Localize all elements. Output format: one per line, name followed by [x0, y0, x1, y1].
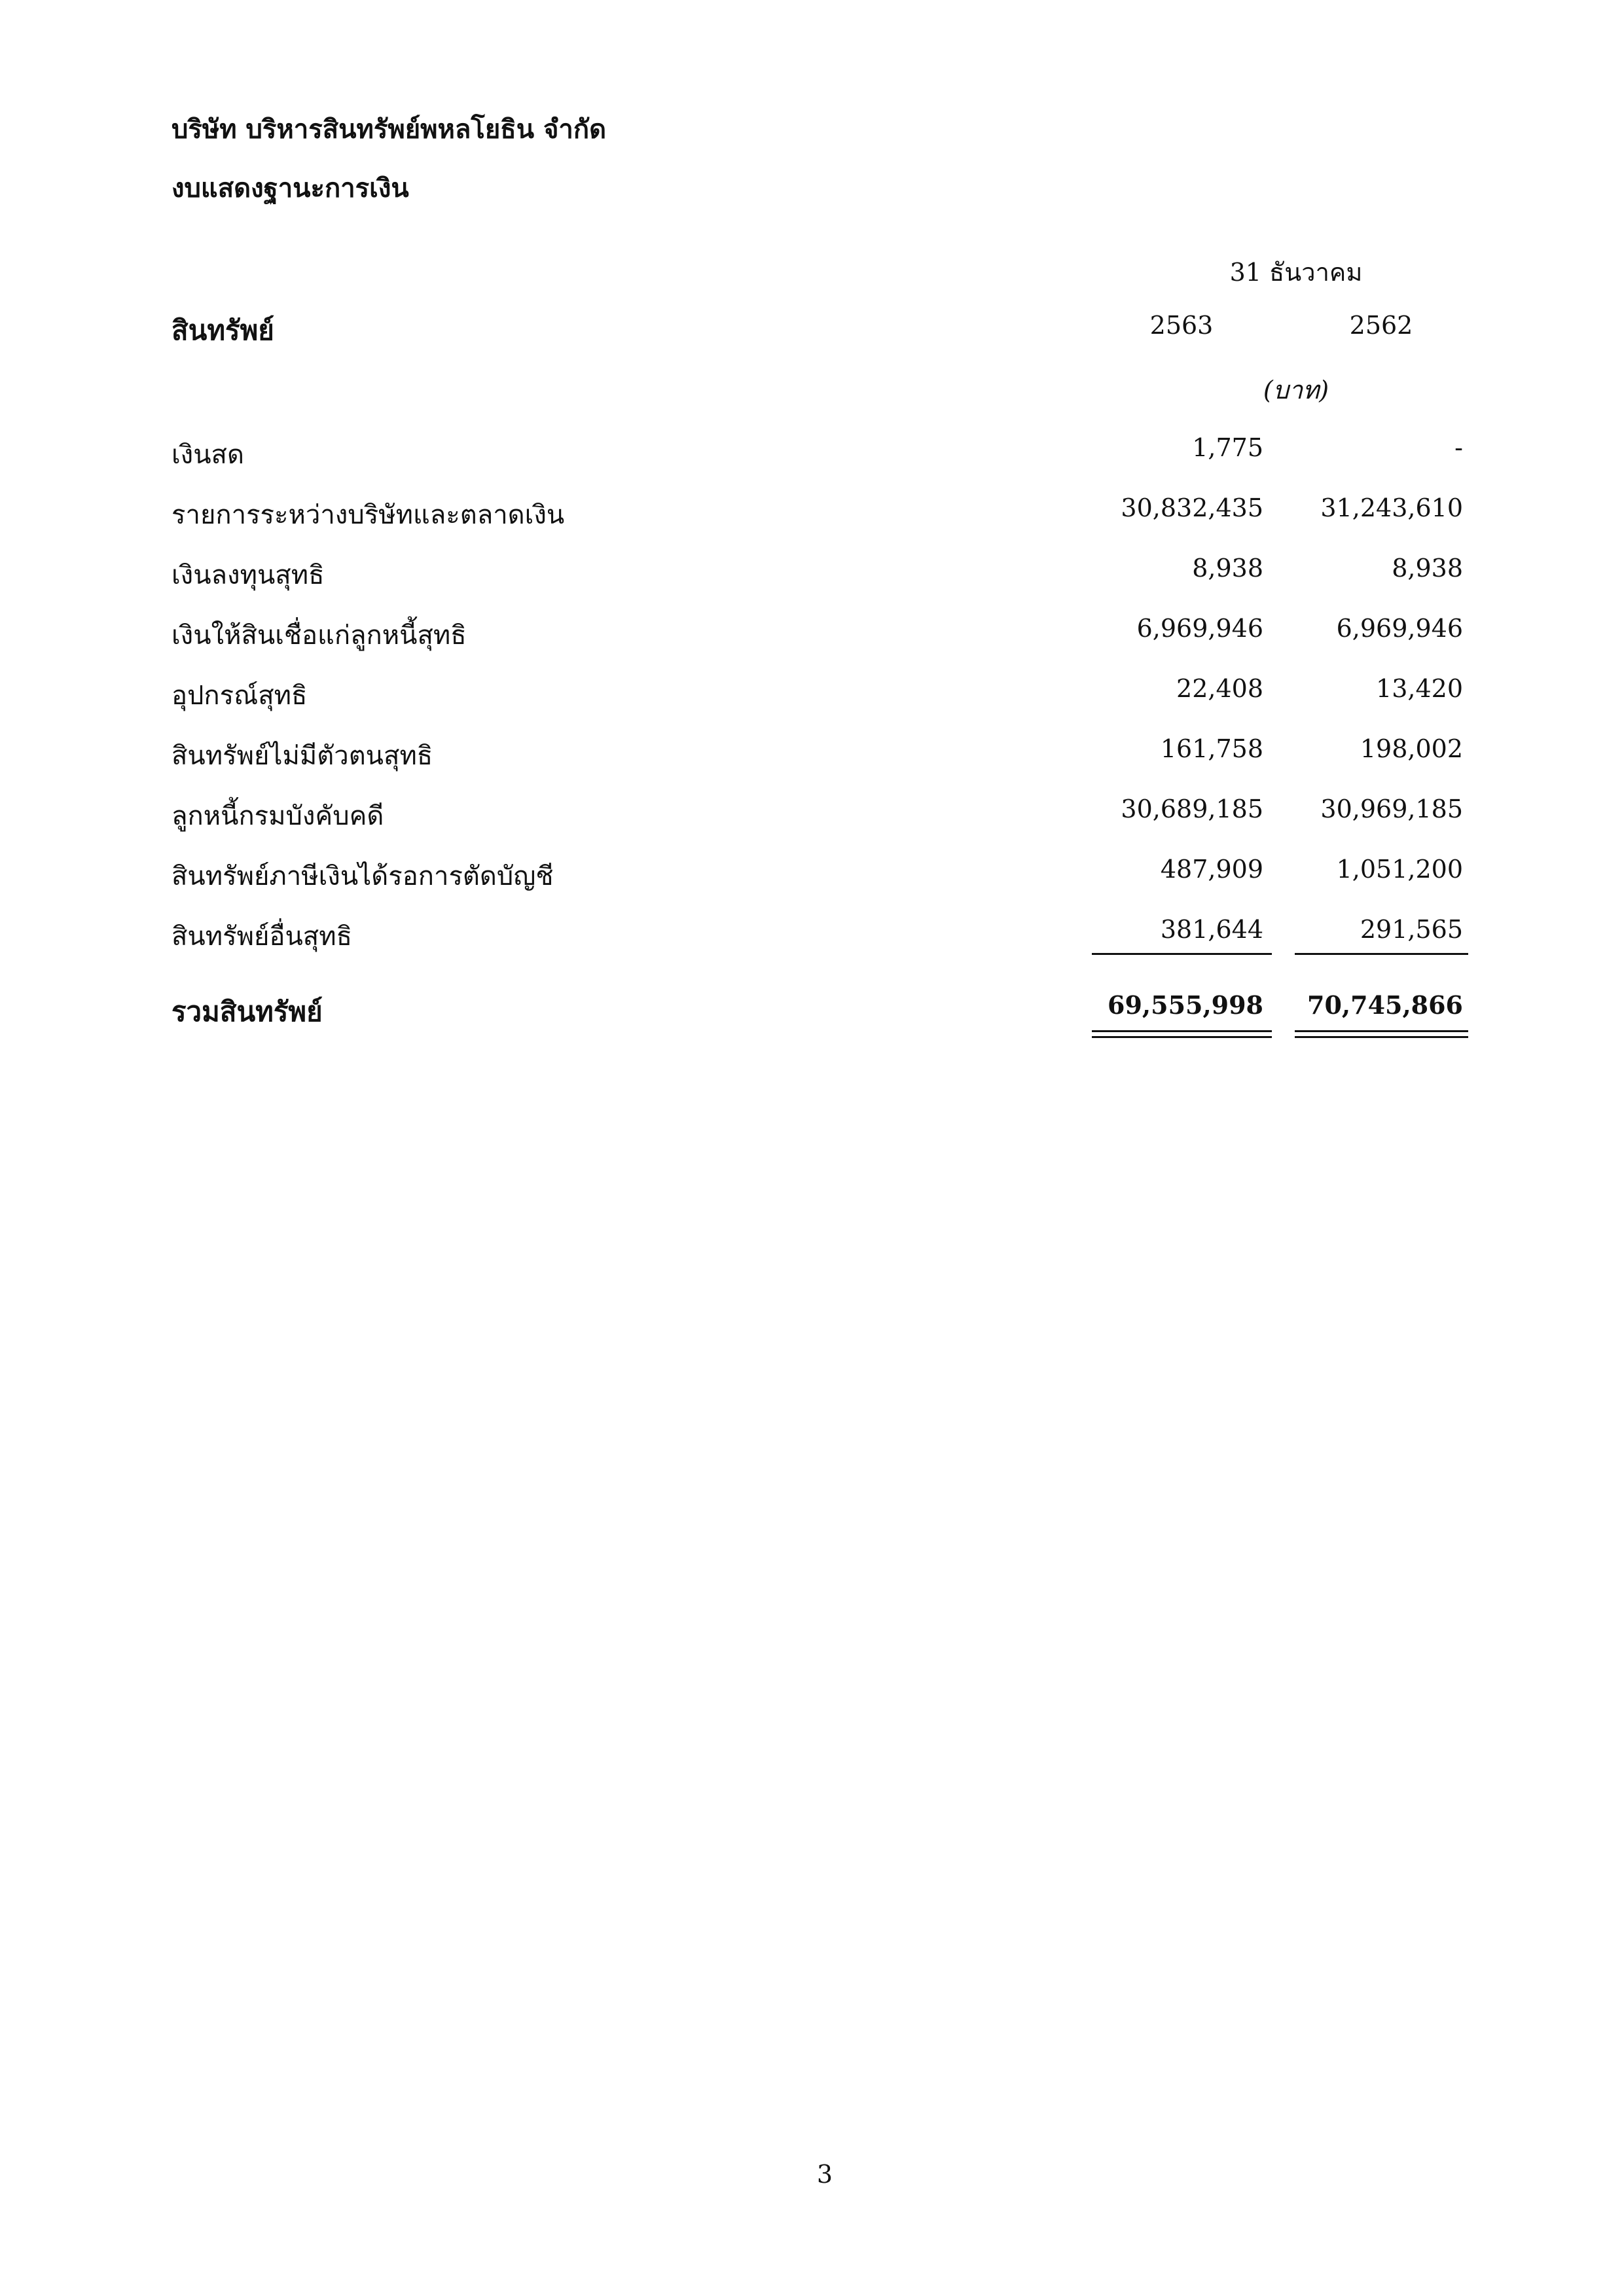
- row-value-current: 381,644: [1160, 915, 1263, 944]
- row-value-prior: 1,051,200: [1336, 855, 1463, 884]
- row-label: สินทรัพย์ไม่มีตัวตนสุทธิ: [171, 741, 433, 771]
- row-label: เงินให้สินเชื่อแก่ลูกหนี้สุทธิ: [171, 620, 467, 651]
- row-value-current: 30,832,435: [1121, 493, 1263, 522]
- row-value-current: 487,909: [1160, 855, 1263, 884]
- subtotal-rule-prior: [1295, 953, 1468, 955]
- row-value-current: 8,938: [1192, 554, 1263, 583]
- section-title: สินทรัพย์: [171, 314, 274, 346]
- total-value-current: 69,555,998: [1108, 990, 1263, 1020]
- total-value-prior: 70,745,866: [1307, 990, 1463, 1020]
- row-value-prior: 8,938: [1392, 554, 1463, 583]
- column-unit: (บาท): [1263, 376, 1329, 404]
- page-number: 3: [816, 2160, 833, 2189]
- row-value-current: 22,408: [1176, 674, 1263, 703]
- row-value-prior: 198,002: [1360, 734, 1463, 763]
- row-value-current: 1,775: [1192, 433, 1263, 462]
- total-double-rule-prior: [1295, 1030, 1468, 1038]
- row-value-prior: 6,969,946: [1336, 614, 1463, 643]
- total-double-rule-current: [1092, 1030, 1272, 1038]
- row-label: อุปกรณ์สุทธิ: [171, 681, 308, 711]
- row-value-prior: 291,565: [1360, 915, 1463, 944]
- total-label: รวมสินทรัพย์: [171, 996, 323, 1028]
- row-value-prior: -: [1454, 433, 1463, 462]
- row-label: ลูกหนี้กรมบังคับคดี: [171, 801, 384, 831]
- company-name: บริษัท บริหารสินทรัพย์พหลโยธิน จำกัด: [171, 114, 607, 145]
- row-value-current: 30,689,185: [1121, 795, 1263, 823]
- row-label: รายการระหว่างบริษัทและตลาดเงิน: [171, 500, 565, 530]
- statement-title: งบแสดงฐานะการเงิน: [171, 173, 409, 204]
- column-year-prior: 2562: [1349, 311, 1413, 340]
- row-label: สินทรัพย์อื่นสุทธิ: [171, 922, 352, 952]
- row-value-current: 6,969,946: [1136, 614, 1263, 643]
- row-value-prior: 31,243,610: [1320, 493, 1463, 522]
- row-label: เงินสด: [171, 440, 244, 470]
- row-value-prior: 13,420: [1376, 674, 1463, 703]
- row-value-current: 161,758: [1160, 734, 1263, 763]
- column-year-current: 2563: [1149, 311, 1214, 340]
- row-value-prior: 30,969,185: [1320, 795, 1463, 823]
- row-label: สินทรัพย์ภาษีเงินได้รอการตัดบัญชี: [171, 861, 554, 891]
- row-label: เงินลงทุนสุทธิ: [171, 560, 325, 590]
- subtotal-rule-current: [1092, 953, 1272, 955]
- column-period-header: 31 ธันวาคม: [1229, 258, 1363, 287]
